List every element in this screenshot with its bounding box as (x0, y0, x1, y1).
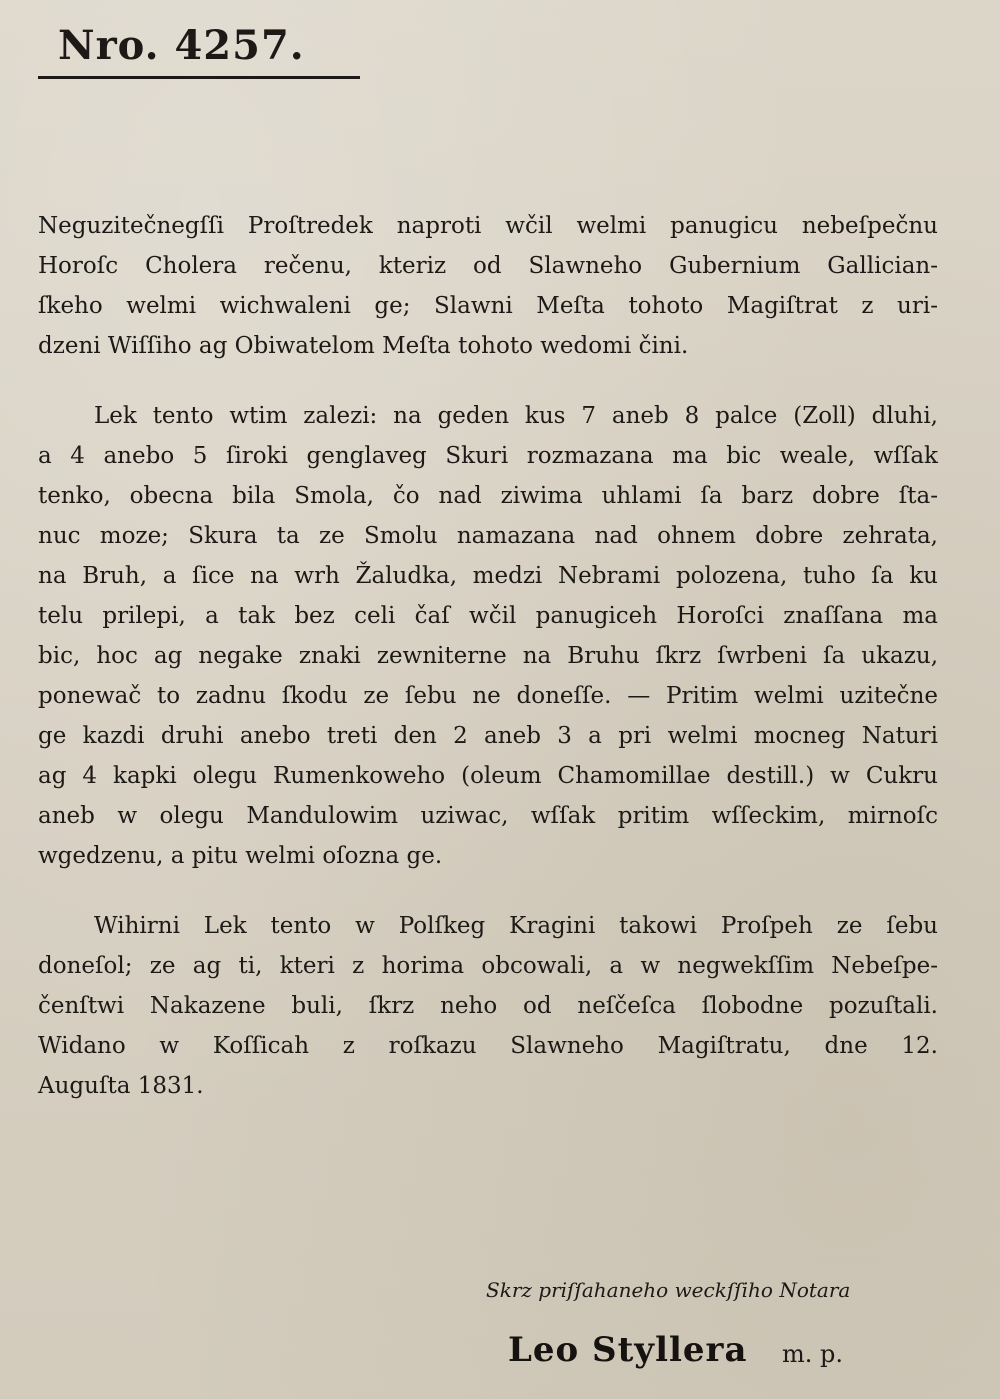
text-line: čenſtwi Nakazene buli, ſkrz neho od neſčeſca ſlobodne pozuſtali. (38, 993, 938, 1019)
signature-suffix: m. p. (782, 1340, 844, 1368)
text-line: aneb w olegu Mandulowim uziwac, wſſak pritim wſſeckim, mirnoſc (38, 803, 938, 829)
text-line: bic, hoc ag negake znaki zewniterne na Bruhu ſkrz ſwrbeni ſa ukazu, (38, 643, 938, 669)
header-underline (38, 76, 360, 79)
text-line: Neguzitečnegſſi Proſtredek naproti wčil welmi panugicu nebeſpečnu (38, 213, 938, 239)
text-line: wgedzenu, a pitu welmi oſozna ge. (38, 843, 443, 869)
signature-name: Leo Styllera (508, 1330, 748, 1370)
text-line: dzeni Wiſſiho ag Obiwatelom Meſta tohoto wedomi čini. (38, 333, 689, 359)
text-line: telu prilepi, a tak bez celi čaſ wčil panugiceh Horoſci znaſſana ma (38, 603, 938, 629)
text-line: na Bruh, a ſice na wrh Žaludka, medzi Nebrami polozena, tuho ſa ku (38, 563, 938, 589)
text-line: Auguſta 1831. (38, 1073, 204, 1099)
paragraph-remedy (38, 396, 938, 876)
signature-attribution: Skrz priſſahaneho weckſſiho Notara (486, 1278, 851, 1302)
paragraph-conclusion (38, 906, 938, 1106)
text-line: Widano w Koſſicah z roſkazu Slawneho Magiſtratu, dne 12. (38, 1033, 938, 1059)
text-line: ponewač to zadnu ſkodu ze ſebu ne doneſſe. — Pritim welmi uzitečne (38, 683, 938, 709)
text-line: ag 4 kapki olegu Rumenkoweho (oleum Chamomillae destill.) w Cukru (38, 763, 938, 789)
text-line: doneſol; ze ag ti, kteri z horima obcowali, a w negwekſſim Nebeſpe- (38, 953, 938, 979)
text-line: tenko, obecna bila Smola, čo nad ziwima uhlami ſa barz dobre ſta- (38, 483, 938, 509)
text-line: nuc moze; Skura ta ze Smolu namazana nad ohnem dobre zehrata, (38, 523, 938, 549)
text-line: ſkeho welmi wichwaleni ge; Slawni Meſta tohoto Magiſtrat z uri- (38, 293, 938, 319)
text-line: Lek tento wtim zalezi: na geden kus 7 aneb 8 palce (Zoll) dluhi, (94, 403, 938, 429)
document-number: Nro. 4257. (58, 22, 305, 69)
text-line: a 4 anebo 5 ſiroki genglaveg Skuri rozmazana ma bic weale, wſſak (38, 443, 938, 469)
text-line: Wihirni Lek tento w Polſkeg Kragini takowi Proſpeh ze ſebu (94, 913, 938, 939)
text-line: Horoſc Cholera rečenu, kteriz od Slawneho Gubernium Gallician- (38, 253, 938, 279)
text-line: ge kazdi druhi anebo treti den 2 aneb 3 a pri welmi mocneg Naturi (38, 723, 938, 749)
paragraph-intro (38, 206, 938, 366)
notice-body (38, 206, 938, 1106)
